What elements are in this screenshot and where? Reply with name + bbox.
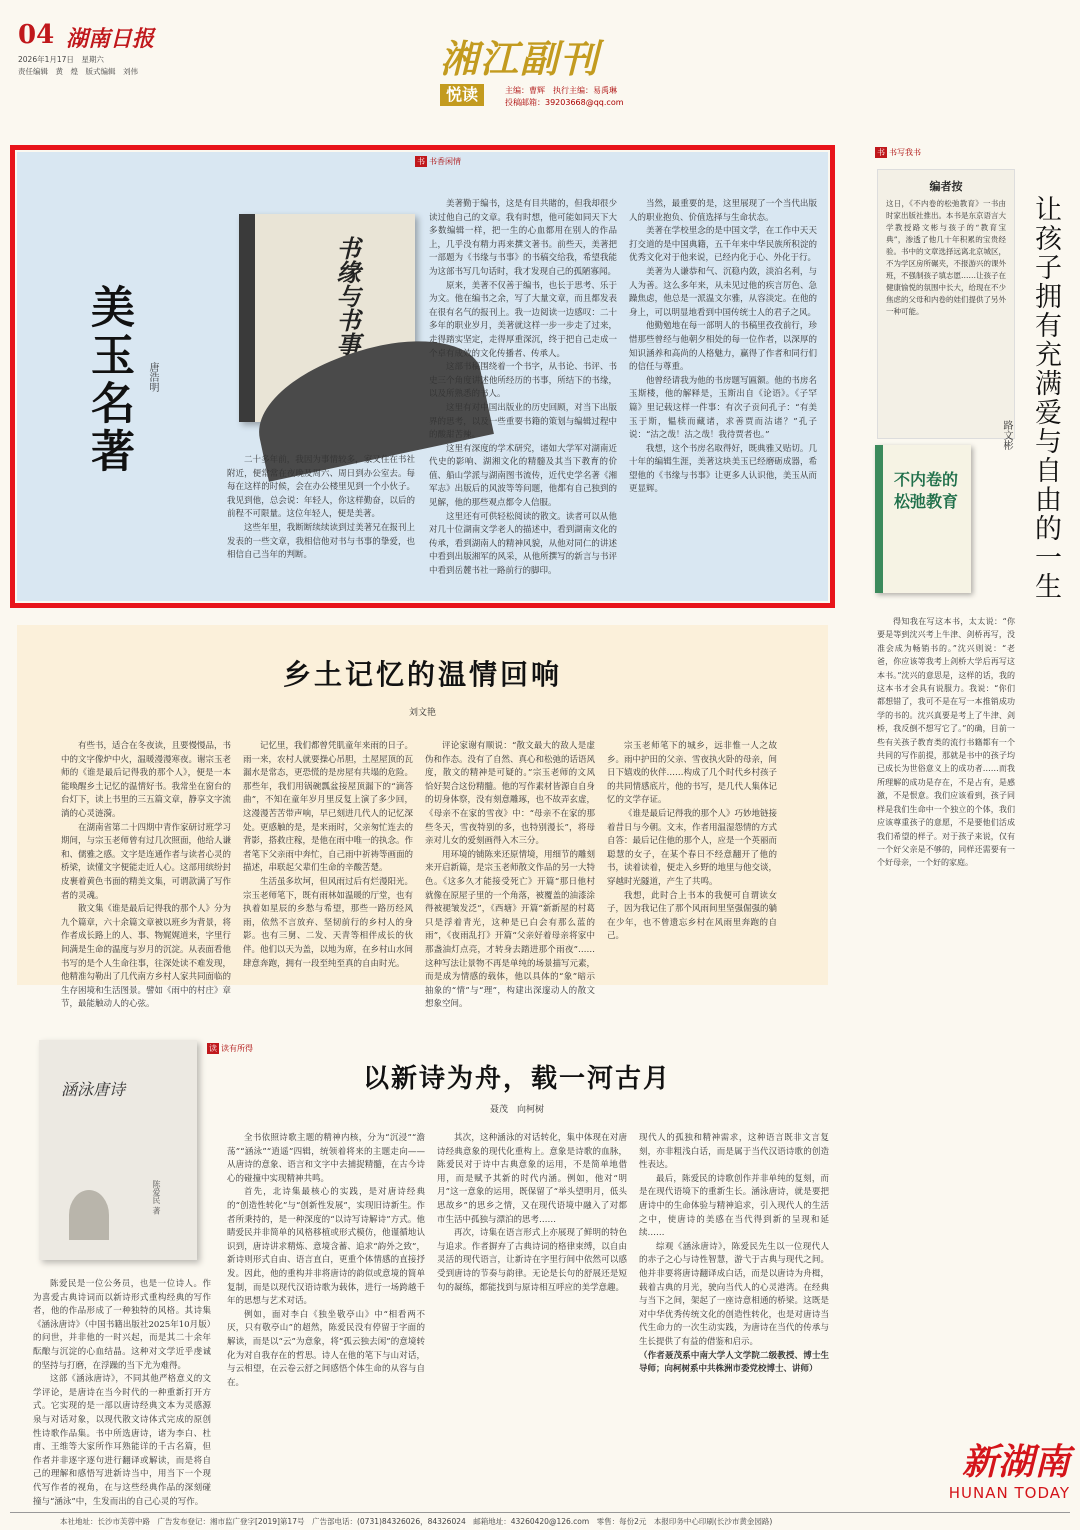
book-cover-stripe bbox=[875, 445, 883, 593]
sidebar-title: 让孩子拥有充满爱与自由的一生 bbox=[1030, 195, 1061, 601]
sidebar-author: 路文彬 bbox=[1001, 420, 1012, 450]
section-sub: 悦读 bbox=[440, 84, 484, 106]
article2-title: 乡土记忆的温情回响 bbox=[282, 658, 562, 691]
book-cover-spine bbox=[239, 214, 255, 422]
paper-name: 湖南日报 bbox=[66, 26, 155, 52]
book-cover-author: 陈爱民 著 bbox=[152, 1180, 161, 1215]
section-title: 湘江副刊 bbox=[440, 36, 601, 81]
paragraph: 这里还有可供轻松阅读的散文。读者可以从他对几十位湖南文学老人的描述中，看到湖南文化的传承，看到湖南人的精神风貌，从他对同仁的讲述中看到出版湘军的风采，从他所撰写的新言与书评中看到岳麓书社一路前行的脚印。 bbox=[429, 511, 617, 577]
sidebar bbox=[845, 145, 1075, 1515]
paragraph: 首先，北诗集最核心的实践，是对唐诗经典的“创造性转化”与“创新性发展”，实现旧诗新生。作者所秉持的，是一种深度的“以诗写诗解诗”方式。他睛爱民并非简单的风格移植或形式模仿，他谨循地认识到，唐诗讲求精炼、意境含蓄、追求“韵外之致”，新诗则形式自由、语言直白，更重个体情感的直接抒发。因此，他的重构并非将唐诗的韵似或意境的简单复制，而是以现代汉语诗歌为载体，进行一场跨越千年的思想与艺术对话。 bbox=[227, 1187, 425, 1307]
paragraph: 这部《涵泳唐诗》，不同其他严格意义的文学评论，是唐诗在当今时代的一种重新打开方式。它实现的是一部以唐诗经典文本为灵感源泉与对话对象，以现代散文诗体式完成的原创性诗歌作品集。书中所选唐诗，诸为李白、杜甫、王维等大家所作耳熟能详的千古名篇，但作者并非逐字逐句进行翻译或解读，而是将自己的理解和感悟写进新诗当中，用当下一个现代写作者的视角，在与这些经典作品的深刻碰撞与“涵泳”中，生发而出的自己心灵的写作。 bbox=[33, 1374, 211, 1507]
article1-col2 bbox=[429, 198, 617, 579]
paragraph: 综观《涵泳唐诗》，陈爱民先生以一位现代人的赤子之心与诗性智慧，游弋于古典与现代之间。他并非要将唐诗翻译成白话，而是以唐诗为舟楫，载着古典的月光，驶向当代人的心灵港湾。在经典与当下之间，架起了一座诗意相通的桥梁。这既是对中华优秀传统文化的创造性转化，也是对唐诗当代生命力的一次生动实践，为唐诗在当代的传承与生长提供了有益的借鉴和启示。 bbox=[639, 1241, 829, 1347]
paragraph: 例如，面对李白《独坐敬亭山》中“相看两不厌，只有敬亭山”的超然，陈爱民没有停留于字面的解读，而是以“云”为意象，将“孤云独去闲”的意境转化为对自我存在的哲思。诗人在他的笔下与山对话，与云相望，在云卷云舒之间感悟个体生命的从容与自在。 bbox=[227, 1309, 425, 1388]
sidebar-body-col bbox=[877, 615, 1015, 1495]
paragraph: 现代人的孤独和精神需求，这种语言既非文言复刻，亦非粗浅白话，而是属于当代汉语诗歌的创造性表达。 bbox=[639, 1133, 829, 1171]
book-cover-shuyuan bbox=[239, 214, 415, 422]
paragraph: 这里有深度的学术研究，诸如大学军对湖南近代史的影响、湖湘文化的精髓及其当下教育的价值、船山学派与湖南图书流传，近代史学名著《湘军志》出版后的风波等等问题，他都有自己独到的见解，他的那些观点都令人信服。 bbox=[429, 443, 617, 509]
article2-col4 bbox=[607, 740, 777, 980]
paragraph: 他勤勉地在每一部明人的书稿里孜孜前行，珍惜那些曾经与他朝夕相处的每一位作者，以深厚的知识涵养和高尚的人格魅力，赢得了作者和同行们的信任与尊重。 bbox=[629, 321, 817, 373]
section-marker-icon: 读 bbox=[209, 1044, 217, 1053]
article2-author: 刘文艳 bbox=[408, 708, 436, 718]
editor-note-box bbox=[877, 169, 1015, 439]
article2-col2 bbox=[243, 740, 413, 980]
paragraph: 全书依照诗歌主题的精神内核，分为“沉浸”“澹荡”“涵泳”“逍遥”四辑，统领着将来的主题走向——从唐诗的意象、语言和文字中去捕捉精髓，在古今诗心的碰撞中实现精神共鸣。 bbox=[227, 1133, 425, 1184]
watermark-logo-text: 新湖南 bbox=[961, 1441, 1070, 1483]
paragraph: 我想，这个书房名取得好，既典雅又贴切。几十年的编辑生涯，美著这块美玉已经磨砺成器，希望他的《书缘与书事》让更多人认识他，美玉从而更显辉。 bbox=[629, 443, 817, 495]
paragraph: 用环境的铺陈来还原情境，用细节的雕刻来开启新篇，是宗玉老师散文作品的另一大特色。《这多久才能接受死亡》开篇“那日他村就像在原屋子里的一个角落，被覆盖的油漆涂得被褪皱发泛”，《西塘》开篇“新新屋的村葛只是浮着青光，这种是已白会有那么蓝的雨”，《夜雨乱打》开篇“父亲好着母亲将家中那盏油灯点亮，才转身去踏进那个雨夜”……这种写法让景物不再是单纯的场景描写元素，而是成为情感的载体，他以具体的“象”暗示抽象的“情”与“理”，构建出深邃动人的散文想象空间。 bbox=[425, 849, 596, 1010]
chief-editor: 主编：曹辉 执行主编：易禹琳 bbox=[505, 86, 617, 95]
section-marker-icon: 书 bbox=[417, 157, 425, 166]
article3-col2 bbox=[227, 1132, 425, 1478]
paragraph: 他曾经请我为他的书房题写匾额。他的书房名玉斯楼，他的解释是，玉斯出自《论语》。《子罕篇》里记载这样一件事：有次子贡问孔子：“有美玉于斯，韫椟而藏诸，求善贾而沽诸？”孔子说：“沽之哉！沽之哉！我待贾者也。” bbox=[629, 375, 817, 441]
watermark-logo bbox=[890, 1440, 1070, 1512]
article3-section-label: 读 读有所得 bbox=[209, 1044, 253, 1053]
article1-col1 bbox=[227, 454, 415, 563]
paragraph: 我想，此时合上书本的我便可自谓读女子，因为我记住了那个风雨间里坚强倔强的躺在少年，也不曾遗忘乡村在风雨里奔跑的自己。 bbox=[607, 890, 778, 942]
paragraph: 二十多年前，我因为事情较多，家又住在书社附近，便常常在夜晚及周六、周日到办公室去。每每在这样的时候，会在办公楼里见到一个小伙子。我见到他，总会说：年轻人，你这样勤奋，以后的前程不可限量。这位年轻人，便是美著。 bbox=[227, 455, 415, 520]
paragraph: 美著在学校里念的是中国文学，在工作中天天打交道的是中国典籍，五千年来中华民族所积淀的优秀文化对于他来说，已经内化于心、外化于行。 bbox=[629, 226, 817, 264]
paragraph: 评论家谢有顺说：“散文最大的敌人是虚伪和作态。没有了自然、真心和松弛的话语风度，散文的精神是可疑的。”宗玉老师的文风恰好契合这份精髓。他的写作素材皆源自自身的切身体察，没有刻意雕琢，也不故弄玄虚，《母亲不在家的雪夜》中：“母亲不在家的那些冬天，雪夜特别的多，也特别漫长”，将母亲对儿女的爱刻画得入木三分。 bbox=[425, 741, 596, 847]
editor-note-title: 编者按 bbox=[929, 180, 963, 193]
article1-panel bbox=[17, 152, 828, 601]
masthead bbox=[0, 0, 1080, 120]
article1-title: 美玉名著 bbox=[83, 284, 134, 476]
paragraph: 得知我在写这本书，太太说：“你要是等到沈兴考上牛津、剑桥再写，没准会成为畅销书的。”沈兴则说：“老爸，你应该等我考上剑桥大学后再写这本书。”沈兴的意思是，这样的话，我的这本书才会具有说服力。我说：“你们都想错了，我可不是在写一本推销成功学的书的。沈兴真要是考上了牛津、剑桥，我反倒不想写它了。”的确，目前一些有关孩子教育类的流行书籍都有一个共同的写作前提，那就是书中的孩子均已成长为世俗意义上的成功者……而我所理解的成功是存在，不是占有，是感激，不是恨意。我们应该看到，孩子同样是我们生命中一个独立的个体，我们应该尊重孩子的意愿，不是要他们活成我们希望的样子。对于孩子来说，仅有一个好父亲是不够的，同样还需要有一个好母亲，一个好的家庭。 bbox=[877, 617, 1015, 868]
date-line: 2026年1月17日 星期六 bbox=[18, 55, 104, 64]
editor-note-body: 这日，《不内卷的松弛教育》一书由时家出版社推出。本书是东京语言大学教授路文彬与孩子的“教育宝典”，渗透了他几十年积累的宝贵经验。书中的文章选择远离北京城区，不为学区房所碾夹，不报游兴的课外班，不强制孩子填志愿……让孩子在健康愉悦的氛围中长大，给现在不少焦虑的父母和内卷的娃们提供了另外一种可能。 bbox=[886, 199, 1006, 316]
book-cover-songchi bbox=[875, 445, 971, 593]
book-cover-title: 书缘与书事 bbox=[332, 236, 361, 356]
paragraph: 记忆里，我们都曾凭肌童年来雨的日子。雨一来，农村人就要操心吊胆，土屋屋顶的瓦漏水是常态，更恐慌的是房屋有共塌的危险。那些年，我们用锅碗瓢盆接屋顶漏下的“滴答曲”，不知在童年岁月里反复上演了多少回，这漫漫苦苦带声响，早已刻进几代人的记忆深处。更感触的是，是来雨时，父亲匆忙连去的背影，搭救庄稼，是他在雨中唯一的执念。作者笔下父亲雨中奔忙，自己雨中祈祷等画面的描述，串联起父辈们生命的辛酸苦楚。 bbox=[243, 741, 414, 874]
paragraph: 再次，诗集在语言形式上亦展现了鲜明的特色与追求。作者摒弃了古典诗词的格律束缚，以自由灵活的现代语言，让新诗在字里行间中依然可以感受到唐诗的节奏与韵律。无论是长句的舒展还是短句的凝练，都能找到与原诗相互呼应的美学意趣。 bbox=[437, 1228, 627, 1293]
watermark-logo-sub: HUNAN TODAY bbox=[948, 1484, 1070, 1502]
article3-col4 bbox=[639, 1132, 829, 1478]
article3 bbox=[17, 1040, 837, 1507]
article1-col3 bbox=[629, 198, 817, 497]
article3-col3 bbox=[437, 1132, 627, 1478]
article2-col1 bbox=[61, 740, 232, 1010]
editors-line: 责任编辑 黄 煌 版式编辑 刘伟 bbox=[18, 67, 138, 76]
author-note: （作者聂茂系中南大学人文学院二级教授、博士生导师；向柯树系中共株洲市委党校博士、讲师） bbox=[639, 1350, 829, 1375]
section-marker-icon: 书 bbox=[877, 148, 885, 157]
paragraph: 这里有对中国出版业的历史回顾，对当下出版界的思考，以及一些重要书籍的策划与编辑过程中的酸甜苦辣。 bbox=[429, 402, 617, 441]
book-cover-title: 涵泳唐诗 bbox=[61, 1080, 126, 1099]
paragraph: 陈爱民是一位公务员，也是一位诗人。作为喜爱古典诗词而以新诗形式重构经典的写作者，他的作品形成了一种独特的风格。其诗集《涵泳唐诗》（中国书籍出版社2025年10月版）的问世，并非他的一时兴起，而是其二十余年酝酿与沉淀的心血结晶。这种对文学近乎虔诚的坚持与打磨，在浮躁的当下尤为难得。 bbox=[33, 1279, 211, 1371]
paragraph: 最后，陈爱民的诗歌创作并非单纯的复刻，而是在现代语境下的重新生长。涵泳唐诗，就是要把唐诗中的生命体验与精神追求，引入现代人的生活之中，使唐诗的美感在当代得到新的呈现和延续…… bbox=[639, 1173, 829, 1239]
paragraph: 美著为人谦恭和气、沉稳内敛，淡泊名利，与人为善。这么多年来，从未见过他的疾言厉色、急躁焦虑，他总是一派温文尔雅，从容淡定。在他的身上，可以明显地看到中国传统士人的君子之风。 bbox=[629, 266, 817, 318]
paragraph: 宗玉老师笔下的城乡，远非惟一人之故乡。雨中护田的父亲、雪夜执火卧的母亲，间日下嬉戏的伙伴……构成了几个时代乡村孩子的共同情感底片，他的书写，是几代人集体记忆的文学存证。 bbox=[607, 741, 778, 806]
footer-text: 本社地址：长沙市芙蓉中路 广告发布登记：湘市监广登字[2019]第17号 广告部电话：(0731)84326026，84326024 邮箱地址：43260420@126.com 零售：每份2元 本报印务中心印刷(长沙市黄金园路) bbox=[60, 1517, 773, 1526]
article3-title: 以新诗为舟，载一河古月 bbox=[362, 1064, 671, 1094]
paragraph: 在湖南省第二十四期中青作家研讨班学习期间，与宗玉老师曾有过几次照面，他给人谦和、儒雅之感。文字是连通作者与读者心灵的桥梁，读懂文字便能走近人心。这部用缤纷封皮裹着黄色书面的精美文集，可谓款满了写作者的灵魂。 bbox=[61, 822, 232, 901]
book-cover-hanyong bbox=[39, 1040, 197, 1260]
book-cover-portrait bbox=[69, 1190, 109, 1240]
paragraph: 生活虽多坎坷，但风雨过后有烂漫阳光。宗玉老师笔下，既有雨林如温暖的厅堂，也有执着如星辰的乡愁与希望，那些一路历经风雨，依然不言放弃、坚韧前行的乡村人的身影。也有三舅、二发、天青等相伴成长的伙伴。他们以天为盖，以地为席，在乡村山水间肆意奔跑，拥有一段至纯至真的自由时光。 bbox=[243, 876, 414, 969]
paragraph: 其次，这种涵泳的对话转化，集中体现在对唐诗经典意象的现代化重构上。意象是诗歌的血脉，陈爱民对于诗中古典意象的运用，不是简单地借用，而是赋予其新的时代内涵。例如，他对“明月”这一意象的运用，既保留了“举头望明月，低头思故乡”的思乡之情，又在现代语境中融入了对都市生活中孤独与漂泊的思考…… bbox=[437, 1133, 627, 1225]
article2-panel bbox=[17, 625, 828, 1010]
paragraph: 散文集《谁是最后记得我的那个人》分为九个篇章，六十余篇文章被以班乡为背景，将作者成长路上的人、事、物娓娓道来，字里行间满是生命的温度与岁月的沉淀。从表面看他书写的是个人生命往事，往深处读不难发现，他精准勾勒出了几代南方乡村人家共同面临的生存困境和生活图景。譬如《雨中的村庄》章节，最能触动人的心弦。 bbox=[61, 904, 232, 1010]
paragraph: 美著勤于编书，这是有目共睹的，但我却很少读过他自己的文章。我有时想，他可能如同天下大多数编辑一样，把一生的心血都用在别人的作品上，几乎没有精力再来撰文著书。前些天，美著把一部题为《书缘与书事》的书稿交给我，希望我能为这部书写几句话时，我才发现自己的孤陋寡闻。 bbox=[429, 199, 617, 277]
article1-author: 唐浩明 bbox=[147, 362, 158, 392]
book-cover-title: 不内卷的松弛教育 bbox=[893, 470, 958, 511]
page-number: 04 bbox=[18, 20, 55, 50]
submit-email: 投稿邮箱：39203668@qq.com bbox=[505, 98, 624, 107]
paragraph: 有些书，适合在冬夜读，且要慢慢品，书中的文字像炉中火，温暖漫漫寒夜。谢宗玉老师的《谁是最后记得我的那个人》，便是一本能唤醒乡土记忆的温情好书。我常坐在窗台的台灯下，读上书里的三五篇文章，静享文字流淌的心灵涟漪。 bbox=[61, 741, 232, 819]
paragraph: 这些年里，我断断续续读到过美著兄在报刊上发表的一些文章，我相信他对书与书事的挚爱，也相信自己当年的判断。 bbox=[227, 522, 415, 561]
article2-col3 bbox=[425, 740, 596, 1010]
paragraph: 当然，最重要的是，这里展现了一个当代出版人的职业抱负、价值选择与生命状态。 bbox=[629, 199, 817, 223]
article1-section-label: 书 书香闲情 bbox=[417, 157, 461, 166]
article3-col1 bbox=[33, 1278, 211, 1507]
sidebar-section-label: 书 书写我书 bbox=[877, 148, 921, 157]
paragraph: 这部书稿围绕着一个书字，从书论、书评、书史三个角度讲述他所经历的书事，所结下的书缘，以及所熟悉的书人。 bbox=[429, 362, 617, 400]
footer-rule bbox=[10, 1512, 1070, 1513]
article3-authors: 聂茂 向柯树 bbox=[489, 1105, 544, 1115]
paragraph: 《谁是最后记得我的那个人》巧妙地链接着昔日与今朝。文末，作者用温湿怨情的方式自答：最后记住他的那个人，应是一个英丽而聪慧的女子，在某个春日不经意翻开了他的书，读着读着，便走入乡野的地里与他交谈，穿越时光隧道，产生了共鸣。 bbox=[607, 808, 778, 887]
paragraph: 原来，美著不仅善于编书，也长于思考、乐于为文。他在编书之余，写了大量文章，而且都发表在很有名气的报刊上。我一边阅读一边感叹：二十多年的职业岁月，美著就这样一步一步走了过来，走得踏实坚定，走得厚重深沉，终于把自己走成一个卓有成效的文化传播者、传承人。 bbox=[429, 280, 617, 359]
